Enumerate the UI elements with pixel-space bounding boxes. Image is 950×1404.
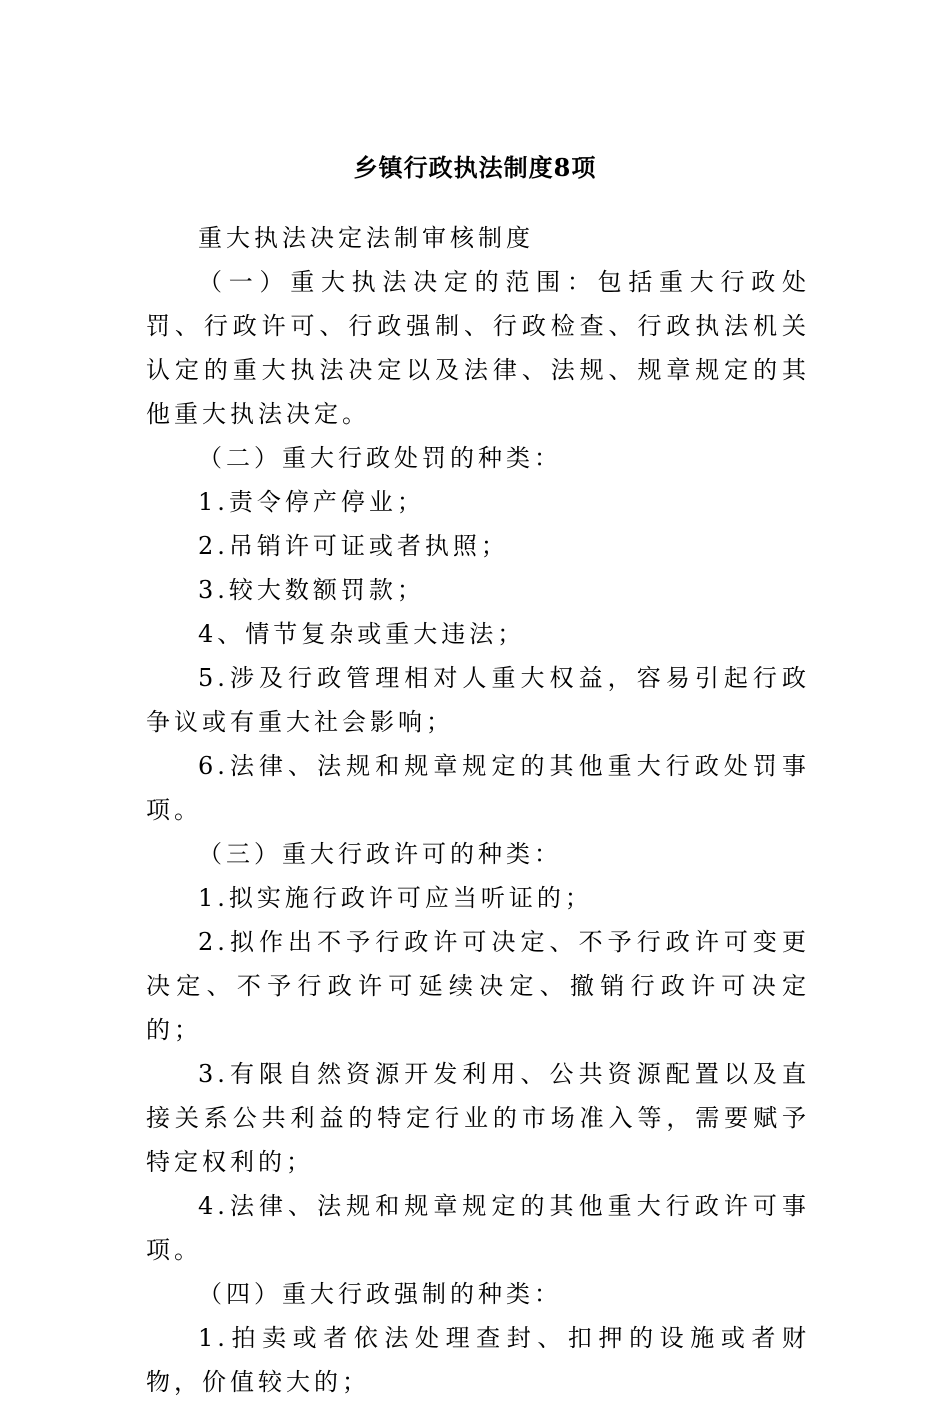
paragraph: （一）重大执法决定的范围：包括重大行政处罚、行政许可、行政强制、行政检查、行政执法机关认定的重大执法决定以及法律、法规、规章规定的其他重大执法决定。 [146,268,810,428]
list-item: 5.涉及行政管理相对人重大权益，容易引起行政争议或有重大社会影响； [146,664,810,736]
paragraph: （四）重大行政强制的种类： [198,1280,562,1308]
paragraph: （三）重大行政许可的种类： [198,840,562,868]
list-item: 1.责令停产停业； [198,488,425,516]
section-heading: 重大执法决定法制审核制度 [198,224,534,252]
list-item: 3.有限自然资源开发利用、公共资源配置以及直接关系公共利益的特定行业的市场准入等，需要赋予特定权利的； [146,1060,810,1176]
document-title: 乡镇行政执法制度8项 [353,153,597,182]
paragraph: （二）重大行政处罚的种类： [198,444,562,472]
document-body [146,216,810,1404]
list-item: 4.法律、法规和规章规定的其他重大行政许可事项。 [146,1192,810,1264]
list-item: 1.拍卖或者依法处理查封、扣押的设施或者财物，价值较大的； [146,1324,810,1396]
list-item: 2.吊销许可证或者执照； [198,532,509,560]
list-item: 3.较大数额罚款； [198,576,425,604]
list-item: 4、情节复杂或重大违法； [198,620,526,648]
list-item: 6.法律、法规和规章规定的其他重大行政处罚事项。 [146,752,810,824]
list-item: 2.拟作出不予行政许可决定、不予行政许可变更决定、不予行政许可延续决定、撤销行政许可决定的； [146,928,810,1044]
list-item: 1.拟实施行政许可应当听证的； [198,884,593,912]
